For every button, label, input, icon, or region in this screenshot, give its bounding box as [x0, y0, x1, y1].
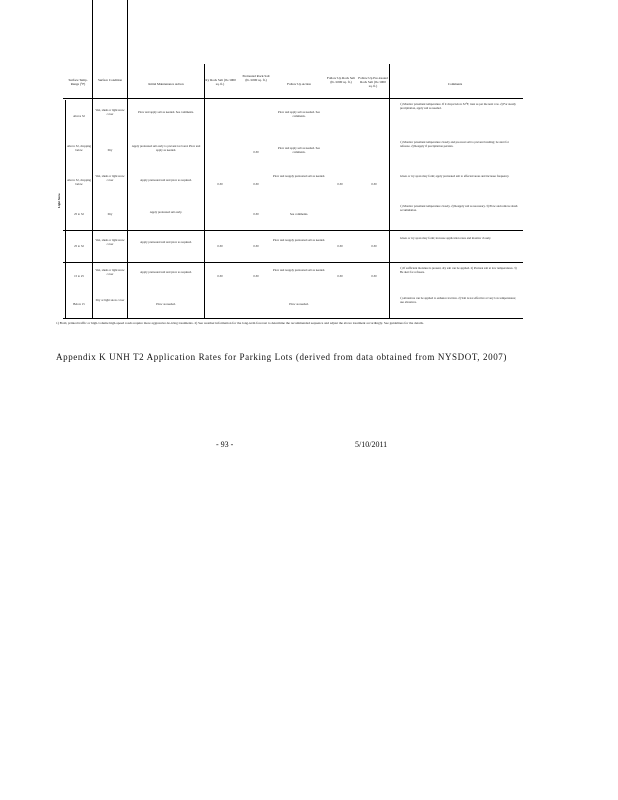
- appendix-caption: Appendix K UNH T2 Application Rates for Parking Lots (derived from data obtained from NYSDOT, 2007): [56, 352, 507, 362]
- row6-follow: Plow and reapply pretreated salt as needed.: [273, 268, 325, 272]
- row6-follow-pretreated: 0.30: [371, 274, 377, 278]
- row4-temp: 25 to 32: [74, 212, 84, 216]
- row5-temp: 25 to 32: [74, 244, 84, 248]
- row3-follow-dry: 0.30: [337, 182, 343, 186]
- row3-pretreated: 0.30: [253, 182, 259, 186]
- header-surface-condition: Surface Condition: [97, 78, 123, 82]
- row3-follow: Plow and reapply pretreated salt as needed.: [273, 174, 325, 178]
- row1-comment: 1) Monitor pavement temperature. If it drops below 32°F, treat as per the next row. 2) For steady precipitation, apply salt as needed.: [400, 102, 516, 111]
- row-rule: [63, 230, 523, 231]
- row-rule: [63, 318, 523, 319]
- row6-action: Apply pretreated salt and plow as required.: [140, 270, 192, 274]
- row5-action: Apply pretreated salt and plow as required.: [140, 240, 192, 244]
- row4-action: Apply pretreated salt early.: [149, 210, 183, 214]
- row7-condition: Dry or light snow cover: [95, 298, 125, 302]
- side-label: Light Snow: [57, 193, 61, 208]
- row3-temp: Above 32, dropping below: [66, 178, 92, 187]
- row6-pretreated: 0.30: [253, 274, 259, 278]
- row5-follow-pretreated: 0.30: [371, 244, 377, 248]
- row-rule: [63, 262, 523, 263]
- row3-action: Apply pretreated salt and plow as required.: [140, 178, 192, 182]
- row3-condition: Wet, slush or light snow cover: [95, 174, 125, 183]
- row2-action: Apply pretreated salt early to prevent ice bond. Plow and apply as needed.: [131, 144, 201, 153]
- row4-follow: See comments.: [289, 212, 309, 216]
- row2-comment: 1) Monitor pavement temperature closely and pre-treat salt to prevent bonding; be alert for refreeze. 2) Reapply if precipitation persists.: [400, 140, 509, 149]
- header-follow-up-salt: Follow Up Rock Salt (lb./1000 sq. ft.): [327, 76, 355, 85]
- row7-comment: 1) Abrasives can be applied to enhance traction. 2) Salt is not effective at very low temperatures; use abrasives.: [400, 296, 516, 305]
- row7-follow: Plow as needed.: [289, 302, 309, 306]
- row6-condition: Wet, slush or light snow cover: [95, 268, 125, 277]
- row5-follow-dry: 0.30: [337, 244, 343, 248]
- row1-temp: Above 32: [73, 114, 85, 118]
- header-pretreated-salt: Pretreated Rock Salt (lb./1000 sq. ft.): [242, 74, 270, 83]
- row3-dry: 0.30: [217, 182, 223, 186]
- row1-action: Plow and apply salt as needed. See comments.: [138, 110, 194, 114]
- row7-action: Plow as needed.: [156, 302, 176, 306]
- row6-temp: 15 to 25: [74, 274, 84, 278]
- row7-temp: Below 15: [73, 302, 85, 306]
- row5-comment: Glaze or icy spots may form; increase application rates and monitor closely.: [400, 236, 492, 240]
- column-rule: [127, 0, 128, 318]
- row6-follow-dry: 0.30: [337, 274, 343, 278]
- row5-follow: Plow and reapply pretreated salt as needed.: [273, 238, 325, 242]
- header-follow-up-pretreated: Follow Up Pre-treated Rock Salt (lb./1000 sq. ft.): [358, 76, 388, 89]
- row5-condition: Wet, slush or light snow cover: [95, 238, 125, 247]
- row1-follow: Plow and apply salt as needed. See comments.: [278, 110, 320, 119]
- row3-comment: Glaze or icy spots may form; apply pretreated salt to affected areas and increase frequency.: [400, 174, 510, 178]
- column-rule: [204, 64, 205, 318]
- column-rule: [92, 0, 93, 318]
- row6-comment: 1) If sufficient moisture is present, dry salt can be applied. 2) Pretreat salt at low temperatures. 3) Be alert for refreeze.: [400, 266, 517, 275]
- row4-comment: 1) Monitor pavement temperature closely. 2) Reapply salt as necessary. 3) Plow and remove slush accumulation.: [400, 204, 518, 213]
- row4-condition: Dry: [107, 212, 113, 216]
- page-date: 5/10/2011: [355, 440, 388, 449]
- table-footnote: 1) Bold, printed traffic or high-volume high-speed roads require more aggressive de-icing treatments. 2) See weather information for the long-term forecast to determine the recommended sequence and adjust the above treatment accordingly. See guidelines for the details.: [56, 321, 424, 325]
- header-surface-temp: Surface Temp. Range (°F): [68, 78, 88, 87]
- row5-dry: 0.30: [217, 244, 223, 248]
- row1-condition: Wet, slush or light snow cover: [95, 108, 125, 117]
- header-initial-action: Initial Maintenance Action: [148, 82, 184, 86]
- row2-follow: Plow and apply salt as needed. See comments.: [278, 146, 320, 155]
- row6-dry: 0.30: [217, 274, 223, 278]
- row3-follow-pretreated: 0.30: [371, 182, 377, 186]
- row2-temp: Above 32, dropping below: [66, 144, 92, 153]
- column-rule: [65, 100, 66, 318]
- row2-condition: Dry: [107, 148, 113, 152]
- row2-pretreated: 0.30: [253, 150, 259, 154]
- row4-pretreated: 0.30: [253, 212, 259, 216]
- header-follow-up-action: Follow Up Action: [287, 82, 311, 86]
- column-rule: [389, 64, 390, 318]
- row-rule: [63, 98, 523, 99]
- page-number: - 93 -: [216, 440, 234, 449]
- header-dry-salt: Dry Rock Salt (lb./1000 sq. ft.): [204, 78, 236, 87]
- header-comments: Comments: [447, 82, 463, 86]
- row5-pretreated: 0.30: [253, 244, 259, 248]
